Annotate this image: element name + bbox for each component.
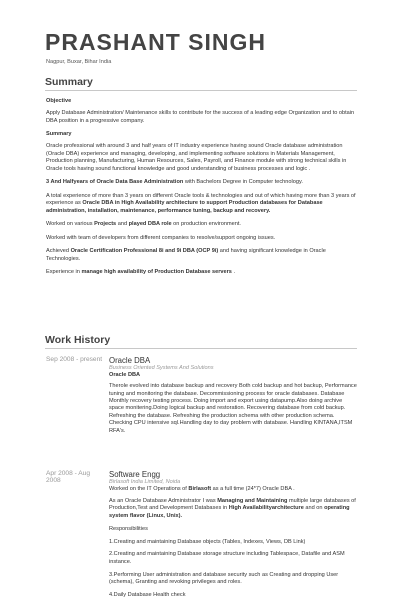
objective-title: Objective bbox=[46, 98, 72, 104]
job-dba-bold2: High Availabilityarchitecture bbox=[228, 505, 304, 512]
job-dba-b: multiple large databases of Production,Test and Development Databases in bbox=[109, 497, 356, 512]
job-operations-line bbox=[109, 486, 358, 493]
job-operations-bold: Birlasoft bbox=[188, 486, 212, 492]
summary-certification-b: and having significant knowledge in Oracle Technologies. bbox=[46, 248, 326, 262]
summary-experience-rest: with Bachelors Degree in Computer technology. bbox=[183, 179, 303, 186]
summary-projects-a: Worked on various bbox=[46, 221, 95, 228]
job-company: Business Oriented Systems And Solutions bbox=[109, 365, 214, 371]
candidate-name: PRASHANT SINGH bbox=[45, 29, 267, 55]
job-company: Birlasoft India Limited, Noida bbox=[109, 479, 181, 485]
job-dba-bold3: operating system flavor (Linux, Unix). bbox=[109, 505, 350, 519]
summary-projects-bold1: Projects bbox=[94, 221, 117, 228]
summary-projects bbox=[46, 221, 358, 228]
summary-section bbox=[46, 98, 358, 283]
job-body bbox=[109, 356, 358, 441]
job-responsibility-item: 4.Daily Database Health check bbox=[109, 592, 186, 599]
summary-text: Oracle professional with around 3 and half years of IT industry experience having sound Oracle database administration (Oracle DBA) experience and managing, developing, and implementing software solutions in Materials Management, Production planning, Manufacturing, Human Resources, Sales, Payroll, and Finance module with strong technical skills in Oracle tools having sound functional knowledge and good understanding of business processes and logic . bbox=[46, 143, 347, 172]
job-operations-a: Worked on the IT Operations of bbox=[109, 486, 189, 492]
summary-heading: Summary bbox=[45, 76, 357, 91]
job-responsibilities-label: Responsibilities bbox=[109, 525, 148, 532]
work-history-heading: Work History bbox=[45, 334, 357, 349]
summary-projects-c: on production environment. bbox=[171, 221, 241, 228]
job-dba-c: and on bbox=[303, 505, 325, 512]
objective-text: Apply Database Administration/ Maintenance skills to contribute for the success of a leading edge Organization and to obtain DBA position in a progressive company. bbox=[46, 110, 355, 124]
summary-certification-a: Achieved bbox=[46, 248, 71, 255]
summary-experience-bold: 3 And Halfyears of Oracle Data Base Administration bbox=[46, 179, 184, 186]
summary-ha-a: Experience in bbox=[46, 269, 82, 276]
job-dba-a: As an Oracle Database Administrator I was bbox=[109, 497, 218, 504]
job-dba-bold1: Managing and Maintaining bbox=[217, 497, 288, 504]
summary-certification-bold: Oracle Certification Professional 8i and 9i DBA (OCP 9i) bbox=[70, 248, 219, 255]
summary-experience-years bbox=[46, 179, 358, 186]
job-title: Oracle DBA bbox=[109, 356, 151, 365]
summary-teamwork: Worked with team of developers from different companies to resolve/support ongoing issues. bbox=[46, 234, 276, 241]
job-dates: Sep 2008 - present bbox=[46, 356, 103, 363]
job-description: Therole evolved into database backup and recovery Both cold backup and hot backup, Performance tuning and monitoring the database. Decommissioning process for oracle databases. Database Monthly recovery testing process. Doing import and export using datapump.Also doing archive space monitering.Doing logical backup and restoration. Recovering database from cold backup. Refreshing the database. Refreshing the production schema with other production schema. Checking CPU intensive sql.Handling day to day problem with database. Handling KINTANA,ITSM RFA's. bbox=[109, 383, 357, 434]
job-dba-description bbox=[109, 498, 358, 520]
job-dates: Apr 2008 - Aug 2008 bbox=[46, 470, 90, 485]
summary-ha-bold: manage high availability of Production Database servers bbox=[81, 269, 232, 276]
summary-total-experience bbox=[46, 193, 358, 215]
summary-projects-bold2: played DBA role bbox=[128, 221, 172, 228]
job-operations-b: as a full time (24*7) Oracle DBA . bbox=[211, 486, 295, 492]
job-body bbox=[109, 470, 358, 605]
summary-high-availability bbox=[46, 269, 358, 276]
job-responsibility-item: 2.Creating and maintaining Database storage structure including Tablespace, Datafile and ASM instance. bbox=[109, 551, 345, 565]
summary-projects-b: and bbox=[116, 221, 129, 228]
job-role: Oracle DBA bbox=[109, 372, 141, 378]
summary-ha-b: . bbox=[231, 269, 236, 276]
summary-certification bbox=[46, 248, 358, 263]
summary-total-experience-bold: Oracle DBA in High Availability architecture to support Production databases for Database administration, installation, maintenance, performance tuning, backup and recovery. bbox=[46, 200, 323, 214]
summary-title: Summary bbox=[46, 131, 72, 138]
summary-total-experience-text: A total experience of more than 3 years on different Oracle tools & technologies and out of which having more than 3 years of experience as bbox=[46, 192, 356, 207]
job-responsibility-item: 1.Creating and maintaining Database objects (Tables, Indexes, Views, DB Link) bbox=[109, 538, 306, 545]
job-title: Software Engg bbox=[109, 470, 161, 479]
job-responsibility-item: 3.Performing User administration and database security such as Creating and dropping User (schema), Granting and revoking privileges and roles. bbox=[109, 571, 339, 586]
candidate-location: Nagpur, Buxar, Bihar India bbox=[46, 59, 112, 65]
